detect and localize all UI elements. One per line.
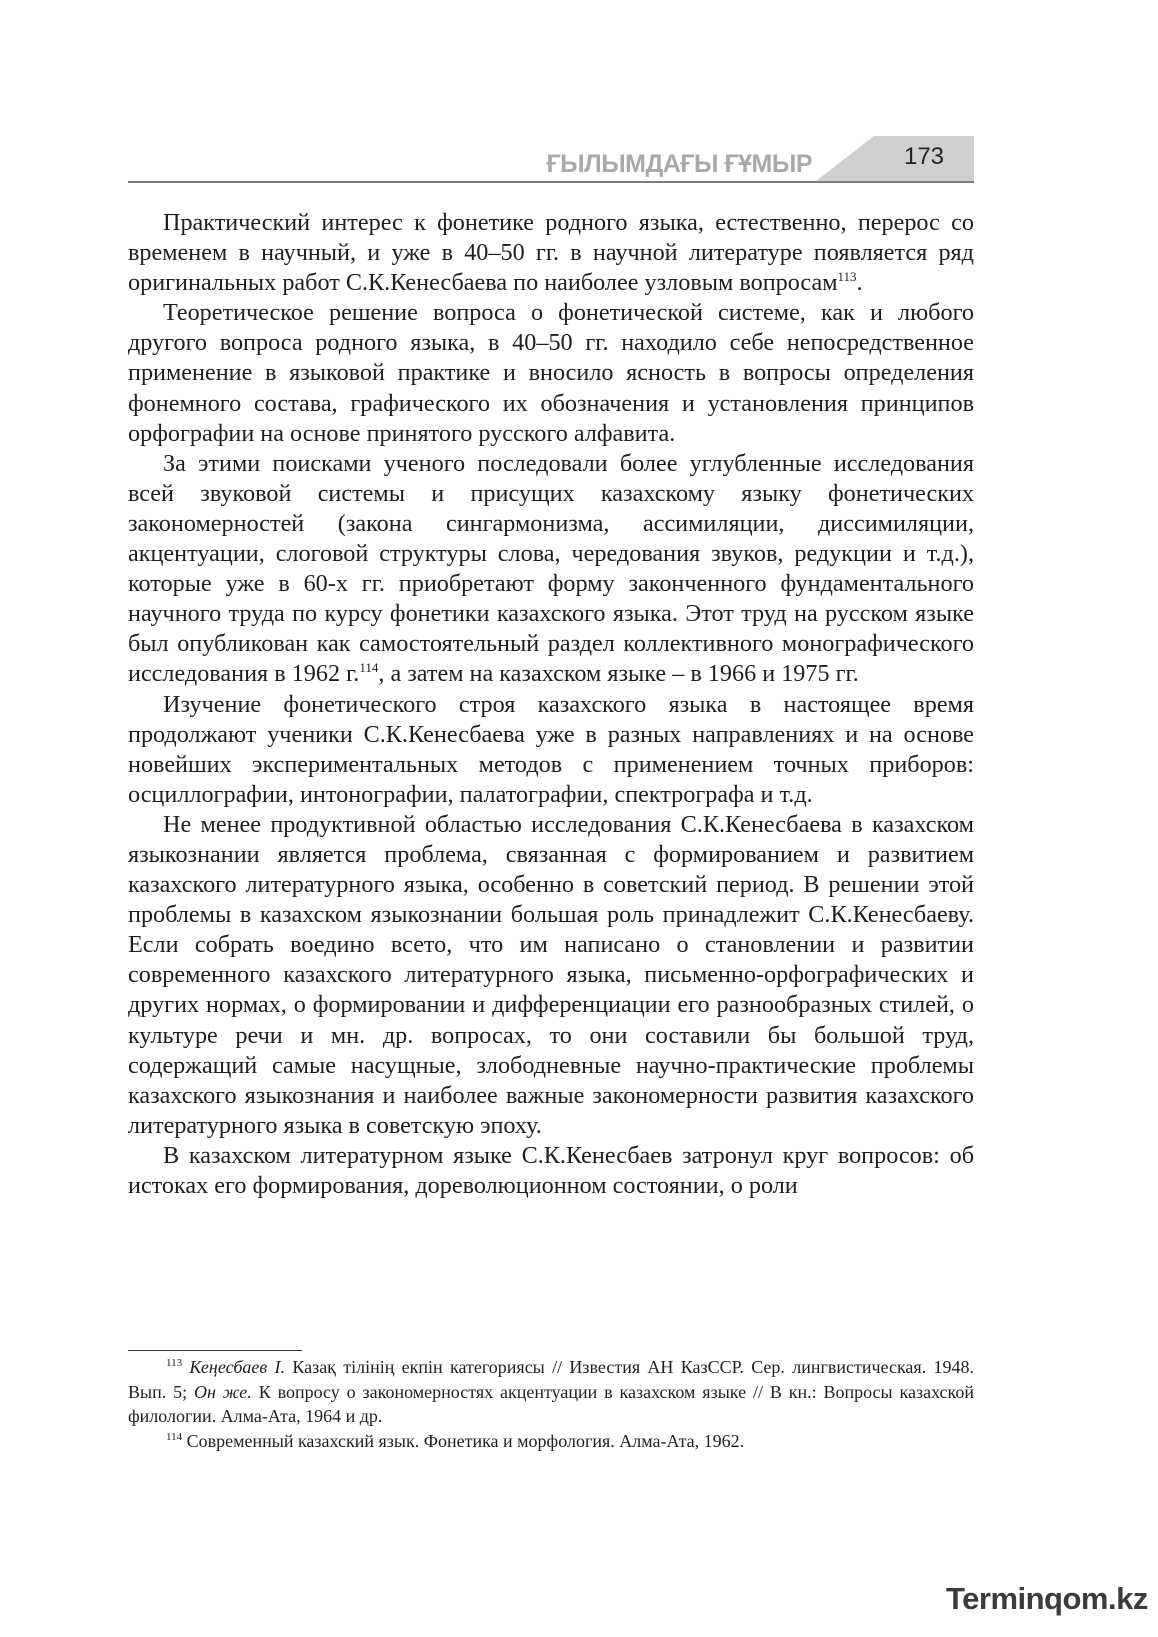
paragraph: Изучение фонетического строя казахского языка в настоящее время продолжают ученики С.К.Кенесбаева уже в разных направлениях и на основе новейших экспериментальных методов с применением точных приборов: осциллографии, интонографии, палатографии, спектрографа и т.д. [128, 690, 974, 808]
footnote-number: 113 [166, 1357, 183, 1369]
footnote-ibid: Он же. [194, 1381, 252, 1402]
running-header [128, 136, 974, 184]
paragraph: За этими поисками ученого последовали более углубленные исследования всей звуковой системы и присущих казахскому языку фонетических закономерностей (закона сингармонизма, ассимиляции, диссимиляции, акцентуации, слоговой структуры слова, чередования звуков, редукции и т.д.), которые уже в 60-х гг. приобретают форму законченного фундаментального научного труда по курсу фонетики казахского языка. Этот труд на русском языке был опубликован как самостоятельный раздел коллективного монографического исследования в 1962 г.$^{114}$, а затем на казахском языке – в 1966 и 1975 гг. [128, 449, 974, 688]
watermark-text: Terminqom.kz [946, 1581, 1148, 1616]
footnote: $^{113}$ Кеңесбаев І. Казақ тілінің екпін категориясы // Известия АН КазССР. Сер. лингвистическая. 1948. Вып. 5; Он же. К вопросу о закономерностях акцентуации в казахском языке // В кн.: Вопросы казахской филологии. Алма-Ата, 1964 и др. [128, 1357, 975, 1426]
footnote-author: Кеңесбаев І. [189, 1357, 286, 1377]
running-header-title: ҒЫЛЫМДАҒЫ ҒҰМЫР [546, 150, 812, 178]
paragraph: Практический интерес к фонетике родного языка, естественно, перерос со временем в научный, и уже в 40–50 гг. в научной литературе появляется ряд оригинальных работ С.К.Кенесбаева по наиболее узловым вопросам$^{113}$. [128, 209, 974, 297]
main-text [128, 208, 974, 1201]
page-number: 173 [903, 143, 945, 170]
footnote-number: 114 [166, 1430, 183, 1443]
footnote-separator [128, 1350, 302, 1351]
footnotes [128, 1355, 974, 1453]
footnote-ref: 114 [359, 660, 379, 676]
watermark-logo [946, 1581, 1146, 1621]
footnote: $^{114}$ Современный казахский язык. Фонетика и морфология. Алма-Ата, 1962. [166, 1430, 745, 1451]
paragraph: В казахском литературном языке С.К.Кенесбаев затронул круг вопросов: об истоках его формирования, дореволюционном состоянии, о роли [128, 1141, 974, 1199]
paragraph: Теоретическое решение вопроса о фонетической системе, как и любого другого вопроса родного языка, в 40–50 гг. находило себе непосредственное применение в языковой практике и вносило ясность в вопросы определения фонемного состава, графического их обозначения и установления принципов орфографии на основе принятого русского алфавита. [128, 299, 974, 447]
footnote-ref: 113 [837, 269, 857, 285]
paragraph: Не менее продуктивной областью исследования С.К.Кенесбаева в казахском языкознании является проблема, связанная с формированием и развитием казахского литературного языка, особенно в советский период. В решении этой проблемы в казахском языкознании большая роль принадлежит С.К.Кенесбаеву. Если собрать воедино всето, что им написано о становлении и развитии современного казахского литературного языка, письменно-орфографических и других нормах, о формировании и дифференциации его разнообразных стилей, о культуре речи и мн. др. вопросах, то они составили бы большой труд, содержащий самые насущные, злободневные научно-практические проблемы казахского языкознания и наиболее важные закономерности развития казахского литературного языка в советскую эпоху. [128, 810, 974, 1139]
header-rule [128, 181, 974, 183]
